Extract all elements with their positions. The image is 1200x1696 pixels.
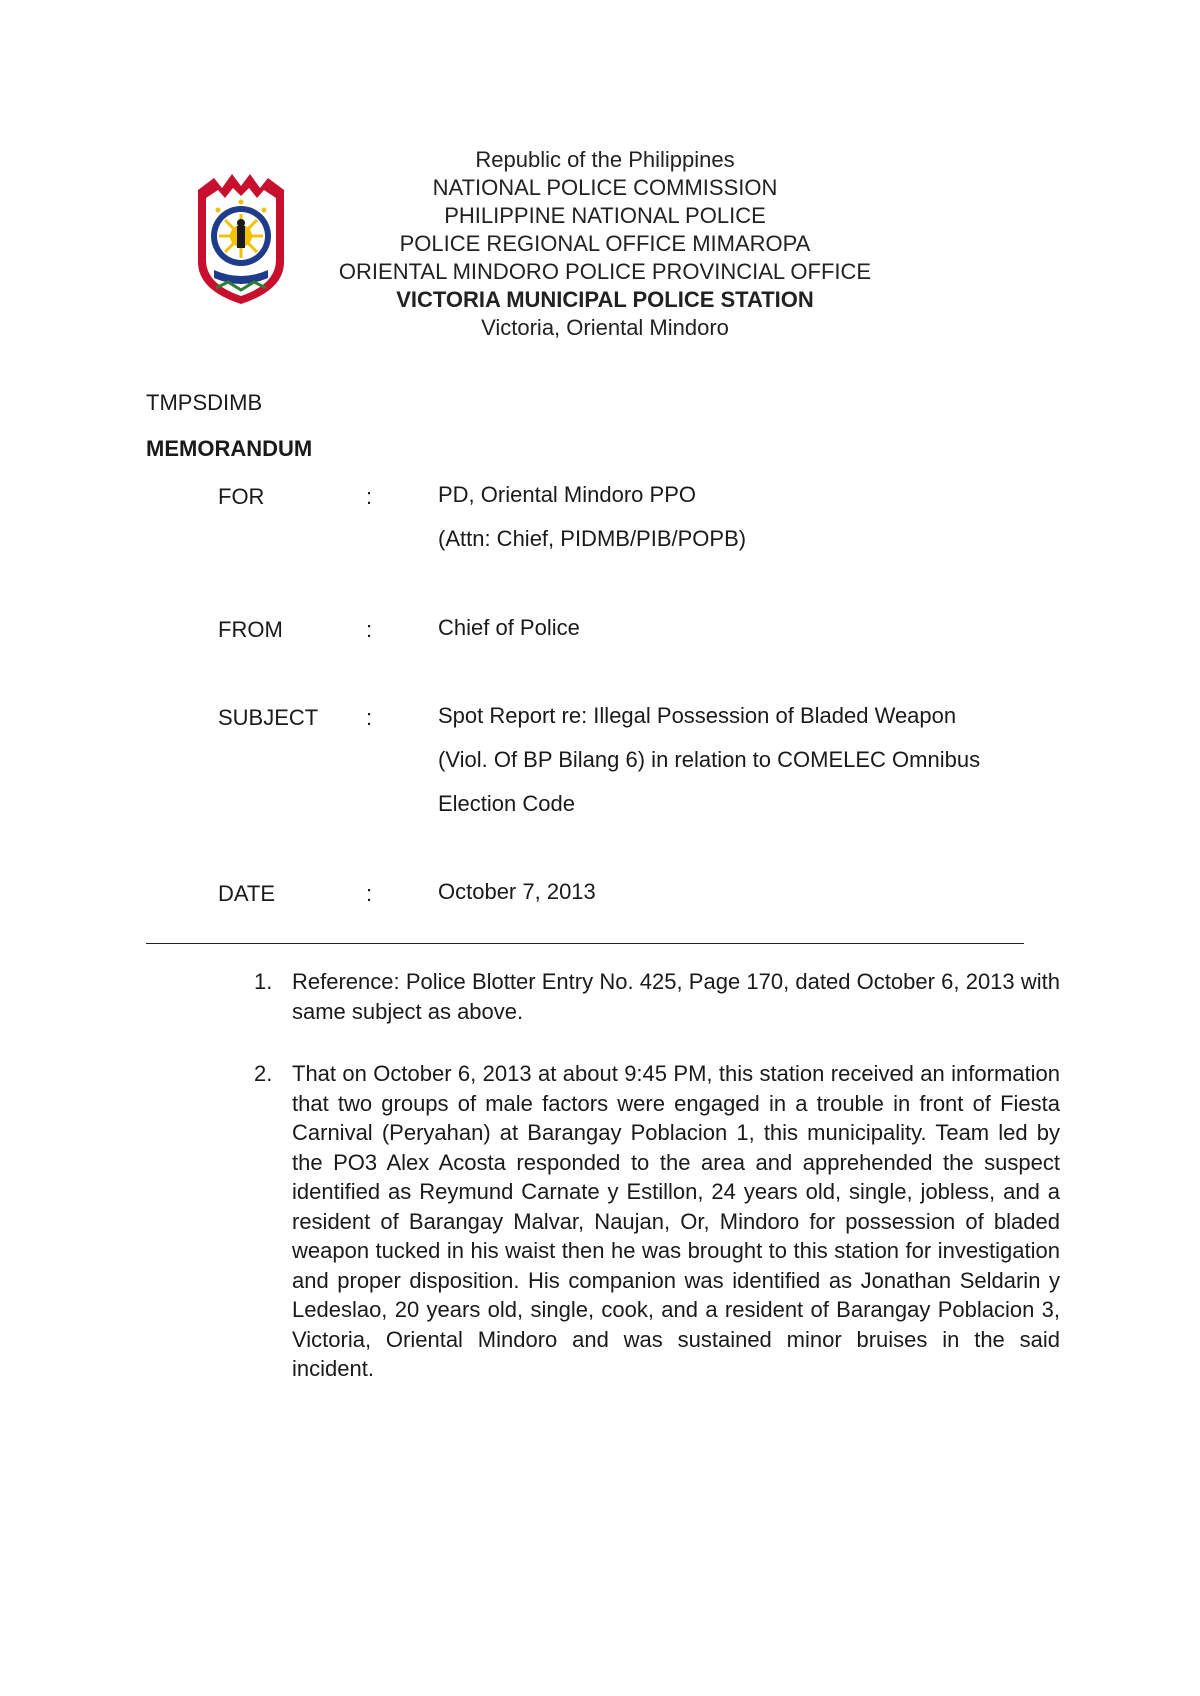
from-value <box>438 606 1058 650</box>
from-colon: : <box>366 617 373 642</box>
date-value <box>438 870 1058 914</box>
divider-line <box>146 943 1024 944</box>
header-napolcom: NATIONAL POLICE COMMISSION <box>432 175 778 200</box>
subject-line-2: (Viol. Of BP Bilang 6) in relation to COMELEC Omnibus <box>438 747 981 772</box>
paragraph-text: Reference: Police Blotter Entry No. 425, Page 170, dated October 6, 2013 with same subject as above. <box>292 969 1060 1024</box>
paragraph-number: 2. <box>254 1061 273 1086</box>
for-value <box>438 473 1058 561</box>
header-republic: Republic of the Philippines <box>475 147 735 172</box>
memo-title: MEMORANDUM <box>146 436 313 461</box>
letterhead <box>250 146 960 342</box>
header-provincial-office: ORIENTAL MINDORO POLICE PROVINCIAL OFFICE <box>338 259 872 284</box>
paragraph-2 <box>254 1059 1060 1384</box>
header-regional-office: POLICE REGIONAL OFFICE MIMAROPA <box>399 231 811 256</box>
header-pnp: PHILIPPINE NATIONAL POLICE <box>444 203 766 228</box>
subject-colon: : <box>366 705 373 730</box>
subject-value <box>438 694 1058 826</box>
header-address: Victoria, Oriental Mindoro <box>481 315 729 340</box>
for-colon: : <box>366 484 373 509</box>
reference-code: TMPSDIMB <box>146 390 263 415</box>
date-value-line: October 7, 2013 <box>438 879 596 904</box>
from-label: FROM <box>218 617 283 642</box>
for-attention-line: (Attn: Chief, PIDMB/PIB/POPB) <box>438 526 747 551</box>
for-label: FOR <box>218 484 265 509</box>
date-label: DATE <box>218 881 276 906</box>
for-value-line: PD, Oriental Mindoro PPO <box>438 482 696 507</box>
subject-line-1: Spot Report re: Illegal Possession of Bladed Weapon <box>438 703 957 728</box>
header-station: VICTORIA MUNICIPAL POLICE STATION <box>396 287 814 312</box>
from-value-line: Chief of Police <box>438 615 580 640</box>
paragraph-1 <box>254 967 1060 1026</box>
paragraph-number: 1. <box>254 969 273 994</box>
subject-label: SUBJECT <box>218 705 319 730</box>
date-colon: : <box>366 881 373 906</box>
paragraph-text: That on October 6, 2013 at about 9:45 PM, this station received an information that two groups of male factors were engaged in a trouble in front of Fiesta Carnival (Peryahan) at Barangay Poblacion 1, this municipality. Team led by the PO3 Alex Acosta responded to the area and apprehended the suspect identified as Reymund Carnate y Estillon, 24 years old, single, jobless, and a resident of Barangay Malvar, Naujan, Or, Mindoro for possession of bladed weapon tucked in his waist then he was brought to this station for investigation and proper disposition. His companion was identified as Jonathan Seldarin y Ledeslao, 20 years old, single, cook, and a resident of Barangay Poblacion 3, Victoria, Oriental Mindoro and was sustained minor bruises in the said incident. <box>292 1061 1060 1381</box>
subject-line-3: Election Code <box>438 791 575 816</box>
